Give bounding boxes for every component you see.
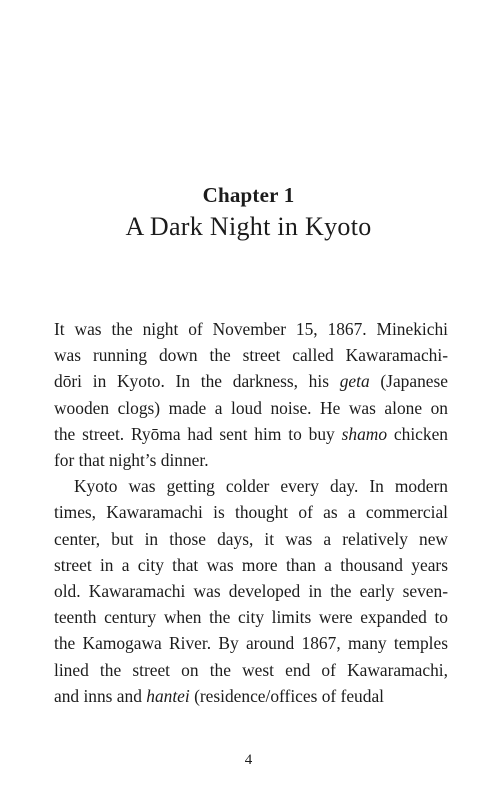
italic-term: geta <box>339 371 370 392</box>
text-line: center, but in those days, it was a relatively new <box>54 528 448 549</box>
text-line: the Kamogawa River. By around 1867, many temples <box>54 633 448 654</box>
text-line: It was the night of November 15, 1867. Minekichi <box>54 319 448 339</box>
text-line: times, Kawaramachi is thought of as a commercial <box>54 502 448 523</box>
paragraph-1 <box>54 316 448 473</box>
body-text <box>54 316 448 709</box>
italic-term: shamo <box>341 423 388 444</box>
text-line: street in a city that was more than a thousand years <box>54 554 448 575</box>
chapter-label: Chapter 1 <box>202 183 295 207</box>
text-line: wooden clogs) made a loud noise. He was alone on <box>54 397 448 418</box>
text-line: was running down the street called Kawaramachi- <box>54 345 448 366</box>
chapter-title: A Dark Night in Kyoto <box>125 212 372 241</box>
page-number: 4 <box>244 752 253 768</box>
text-line: old. Kawaramachi was developed in the early seven- <box>54 581 448 602</box>
text-line: teenth century when the city limits were expanded to <box>54 607 448 628</box>
text-line: for that night’s dinner. <box>54 450 209 471</box>
italic-term: hantei <box>146 685 190 706</box>
text-line: Kyoto was getting colder every day. In modern <box>74 476 448 497</box>
text-line: dōri in Kyoto. In the darkness, his geta (Japanese <box>54 371 448 392</box>
paragraph-2 <box>54 473 448 709</box>
text-line: lined the street on the west end of Kawaramachi, <box>54 659 448 680</box>
text-line: the street. Ryōma had sent him to buy shamo chicken <box>54 423 448 444</box>
text-line: and inns and hantei (residence/offices of feudal <box>54 685 384 706</box>
